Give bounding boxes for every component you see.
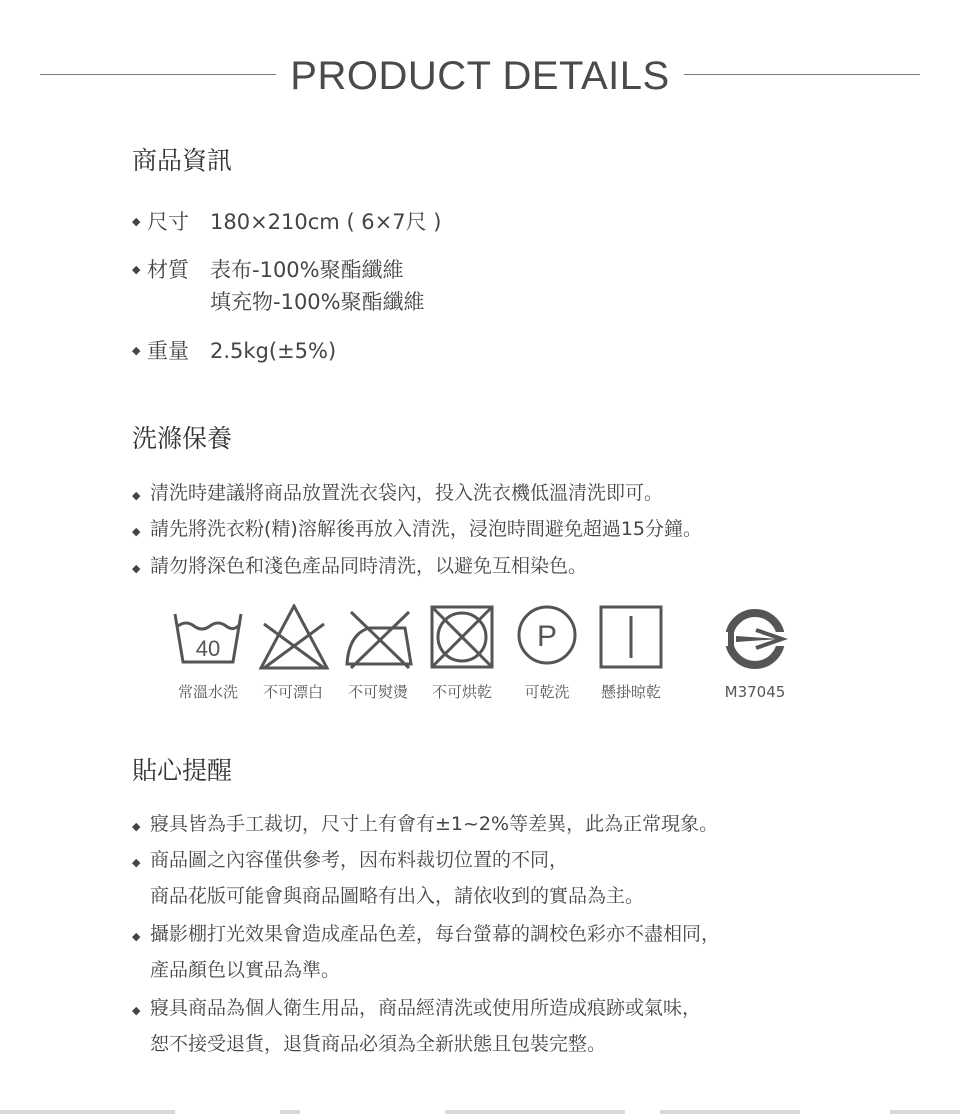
care-title: 洗滌保養	[132, 424, 233, 453]
diamond-bullet-icon: ◆	[132, 820, 141, 833]
bsmi-certification-icon	[722, 608, 788, 670]
spec-size-label: 尺寸	[147, 210, 189, 234]
reminder-item-continued: 產品顏色以實品為準。	[150, 959, 341, 981]
care-icon-label: 可乾洗	[524, 683, 570, 701]
care-icon-label: 常溫水洗	[177, 683, 238, 701]
care-icon-label: 不可烘乾	[431, 683, 492, 701]
no-bleach-icon	[258, 604, 330, 670]
diamond-bullet-icon: ◆	[132, 1004, 141, 1017]
diamond-bullet-icon: ◆	[132, 263, 141, 276]
reminder-item	[132, 810, 718, 841]
care-item-text: 請先將洗衣粉(精)溶解後再放入清洗，浸泡時間避免超過15分鐘。	[150, 518, 703, 540]
spec-weight-value: 2.5kg(±5%)	[210, 339, 337, 363]
diamond-bullet-icon: ◆	[132, 525, 141, 538]
diamond-bullet-icon: ◆	[132, 344, 141, 357]
care-item	[132, 552, 587, 583]
spec-size-value: 180×210cm ( 6×7尺 )	[210, 210, 442, 234]
care-icon-label: 懸掛晾乾	[600, 683, 661, 701]
spec-weight-row	[132, 336, 336, 366]
reminder-item-continued: 恕不接受退貨，退貨商品必須為全新狀態且包裝完整。	[150, 1033, 607, 1055]
care-item-text: 清洗時建議將商品放置洗衣袋內，投入洗衣機低溫清洗即可。	[150, 482, 664, 504]
spec-size-row	[132, 207, 442, 237]
header-divider-right	[684, 74, 920, 75]
care-item	[132, 479, 663, 510]
diamond-bullet-icon: ◆	[132, 562, 141, 575]
dry-clean-letter: P	[536, 620, 558, 653]
diamond-bullet-icon: ◆	[132, 856, 141, 869]
page-title: PRODUCT DETAILS	[290, 54, 670, 98]
reminder-item-text: 攝影棚打光效果會造成產品色差，每台螢幕的調校色彩亦不盡相同，	[150, 923, 721, 945]
certification-number: M37045	[724, 683, 786, 701]
bottom-image-edge	[0, 1110, 960, 1117]
reminder-item	[132, 846, 568, 877]
spec-material-row-2	[210, 287, 425, 317]
spec-material-value-1: 表布-100%聚酯纖維	[210, 258, 404, 282]
diamond-bullet-icon: ◆	[132, 930, 141, 943]
line-dry-icon	[598, 604, 664, 670]
no-iron-icon	[343, 604, 415, 670]
spec-material-row	[132, 255, 404, 285]
wash-temp-number: 40	[195, 636, 221, 661]
reminder-item	[132, 994, 701, 1025]
product-info-title: 商品資訊	[132, 146, 233, 175]
diamond-bullet-icon: ◆	[132, 215, 141, 228]
reminder-item-text: 寢具皆為手工裁切，尺寸上有會有±1~2%等差異，此為正常現象。	[150, 813, 719, 835]
reminder-item	[132, 920, 720, 951]
reminder-item-continued: 商品花版可能會與商品圖略有出入，請依收到的實品為主。	[150, 885, 645, 907]
care-item-text: 請勿將深色和淺色產品同時清洗，以避免互相染色。	[150, 555, 588, 577]
no-tumble-dry-icon	[428, 604, 496, 670]
dry-clean-p-icon	[516, 604, 578, 670]
reminder-title: 貼心提醒	[132, 756, 233, 785]
diamond-bullet-icon: ◆	[132, 489, 141, 502]
wash-40-icon	[172, 604, 244, 670]
spec-material-value-2: 填充物-100%聚酯纖維	[210, 290, 425, 314]
care-icon-label: 不可漂白	[262, 683, 323, 701]
spec-material-label: 材質	[147, 258, 189, 282]
spec-weight-label: 重量	[147, 339, 189, 363]
reminder-item-text: 商品圖之內容僅供參考，因布料裁切位置的不同，	[150, 849, 569, 871]
care-item	[132, 515, 702, 546]
care-icon-label: 不可熨燙	[347, 683, 408, 701]
reminder-item-text: 寢具商品為個人衛生用品，商品經清洗或使用所造成痕跡或氣味，	[150, 997, 702, 1019]
